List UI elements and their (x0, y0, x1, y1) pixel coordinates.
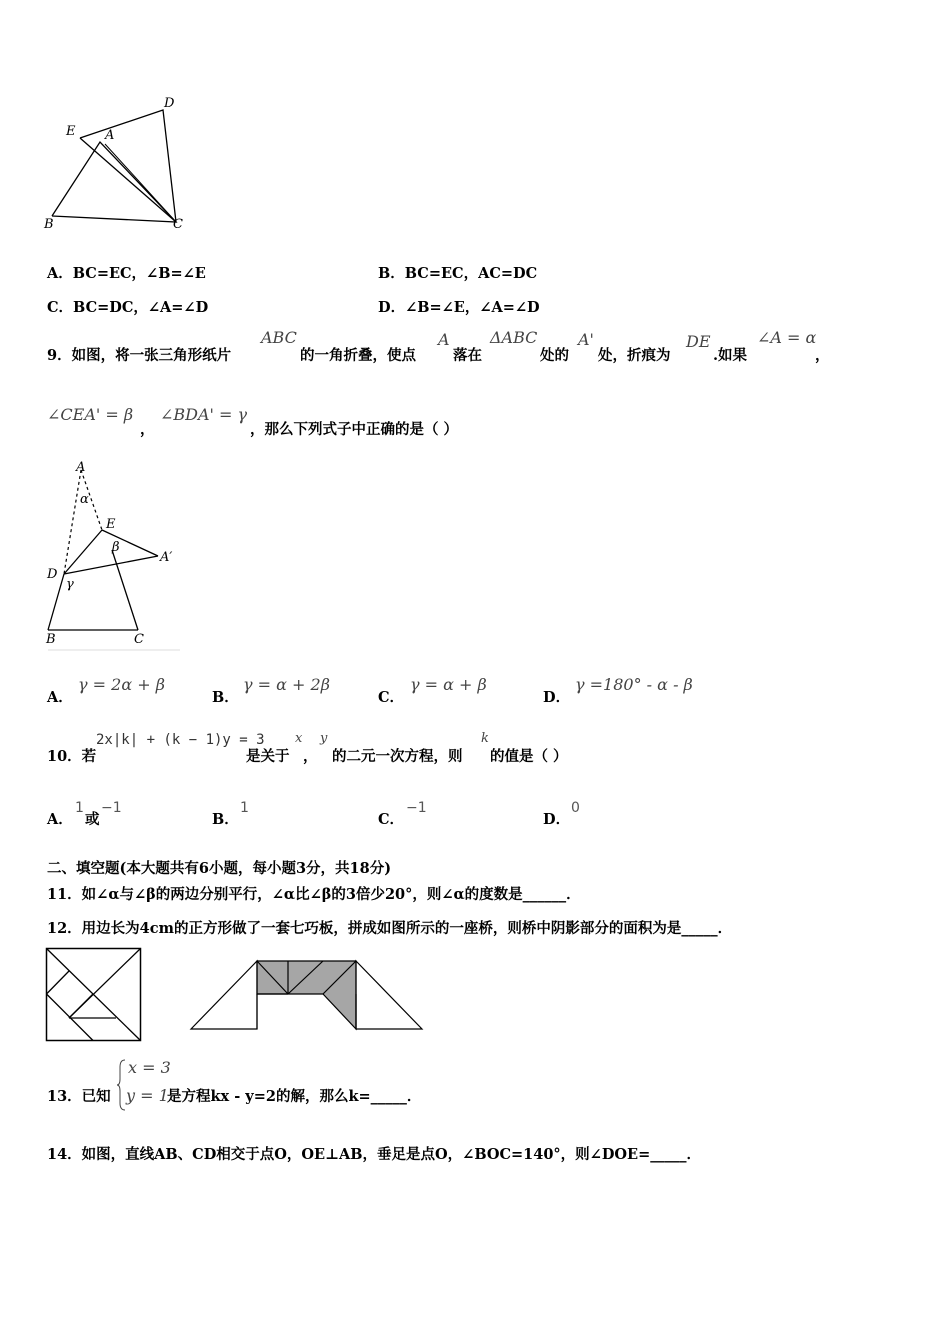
q10-option-a-label: A． (47, 811, 73, 828)
q9-option-a-label: A． (47, 689, 73, 706)
q10-equation: 2x|k| + (k − 1)y = 3 (96, 732, 265, 748)
q10-text-5: 的值是（ ） (490, 748, 568, 765)
q9-option-c-expr: γ = α + β (410, 675, 487, 694)
q8-option-c[interactable]: C．BC=DC，∠A=∠D (47, 299, 209, 316)
q9-text-2: 的一角折叠，使点 (300, 347, 416, 364)
q9-math-triangle-abc: ΔABC (490, 328, 538, 347)
q9-text-6: .如果 (713, 347, 748, 364)
q9-label-d: D (47, 567, 58, 582)
q9-option-d-label: D． (543, 689, 571, 706)
q9-comma-2: ， (140, 421, 155, 438)
q13-system-eq-1: x = 3 (128, 1058, 171, 1077)
q10-text-4: 的二元一次方程，则 (332, 748, 463, 765)
q12-text: 12．用边长为4cm的正方形做了一套七巧板，拼成如图所示的一座桥，则桥中阴影部分的面积为是_____． (47, 920, 733, 937)
q11-text: 11．如∠α与∠β的两边分别平行，∠α比∠β的3倍少20°，则∠α的度数是______． (47, 886, 581, 903)
q9-label-c: C (134, 632, 144, 647)
section-2-title: 二、填空题(本大题共有6小题，每小题3分，共18分) (47, 860, 392, 877)
q9-option-b-label: B． (212, 689, 239, 706)
q9-label-beta: β (112, 540, 120, 555)
q8-label-b: B (44, 217, 54, 232)
q10-var-k: k (481, 731, 489, 746)
q9-text-1: 9．如图，将一张三角形纸片 (47, 347, 232, 364)
q9-math-angle-cea: ∠CEA' = β (47, 405, 134, 424)
q9-math-a: A (438, 330, 450, 349)
q10-option-b-label: B． (212, 811, 239, 828)
q9-math-a-prime: A' (578, 330, 594, 349)
q9-label-a: A (76, 460, 86, 475)
q10-option-a-value-1: 1 (75, 800, 84, 816)
q9-label-gamma: γ (66, 577, 74, 592)
q9-comma: ， (815, 347, 830, 364)
q9-label-alpha: α (80, 492, 89, 507)
q9-text-7: ，那么下列式子中正确的是（ ） (250, 421, 459, 438)
q8-label-a: A (105, 128, 115, 143)
q10-option-b-value: 1 (240, 800, 249, 816)
q8-label-d: D (164, 96, 175, 111)
q8-label-e: E (66, 124, 76, 139)
q8-line-e-d (80, 110, 176, 222)
q9-math-angle-bda: ∠BDA' = γ (160, 405, 248, 424)
q10-var-y: y (320, 731, 328, 746)
q9-label-e: E (106, 517, 116, 532)
q9-option-a-expr: γ = 2α + β (78, 675, 165, 694)
q10-option-c-value: −1 (406, 800, 427, 816)
q12-tangram-bridge (188, 958, 428, 1033)
q9-fold-e-a-prime (102, 530, 158, 556)
q9-fold-d-a-prime (64, 556, 158, 574)
q8-label-c: C (173, 217, 183, 232)
q9-label-a-prime: A′ (160, 550, 173, 565)
q10-option-a-or: 或 (85, 811, 100, 828)
q10-option-d-label: D． (543, 811, 571, 828)
q9-math-de: DE (686, 332, 711, 351)
q13-text-2: 是方程kx - y=2的解，那么k=_____． (167, 1088, 422, 1105)
q9-math-abc: ABC (261, 328, 297, 347)
q9-text-4: 处的 (540, 347, 569, 364)
q14-text: 14．如图，直线AB、CD相交于点O，OE⊥AB，垂足是点O，∠BOC=140°，则∠DOE=_____． (47, 1146, 701, 1163)
q9-dashed-a-d (64, 470, 81, 574)
q10-option-a-value-2: −1 (101, 800, 122, 816)
q9-option-c-label: C． (378, 689, 405, 706)
q9-side-b-d-e-c (48, 574, 64, 630)
q10-text-3: ， (303, 748, 318, 765)
q12-tangram-square (45, 947, 145, 1043)
q9-math-angle-a: ∠A = α (757, 328, 817, 347)
q8-option-d[interactable]: D．∠B=∠E，∠A=∠D (378, 299, 540, 316)
q8-line-a-c (105, 144, 176, 222)
q8-option-b[interactable]: B．BC=EC，AC=DC (378, 265, 538, 282)
q9-option-b-expr: γ = α + 2β (243, 675, 330, 694)
q9-label-b: B (46, 632, 56, 647)
q8-figure (40, 92, 200, 237)
q10-option-d-value: 0 (571, 800, 580, 816)
q13-text-1: 13．已知 (47, 1088, 111, 1105)
q10-text-2: 是关于 (246, 748, 290, 765)
q8-option-a[interactable]: A．BC=EC，∠B=∠E (47, 265, 206, 282)
q10-text-1: 10．若 (47, 748, 97, 765)
q13-system-eq-2: y = 1 (126, 1086, 169, 1105)
q9-text-3: 落在 (453, 347, 482, 364)
q10-var-x: x (295, 731, 303, 746)
q9-option-d-expr: γ =180° - α - β (575, 675, 693, 694)
q9-text-5: 处，折痕为 (598, 347, 671, 364)
q10-option-c-label: C． (378, 811, 405, 828)
